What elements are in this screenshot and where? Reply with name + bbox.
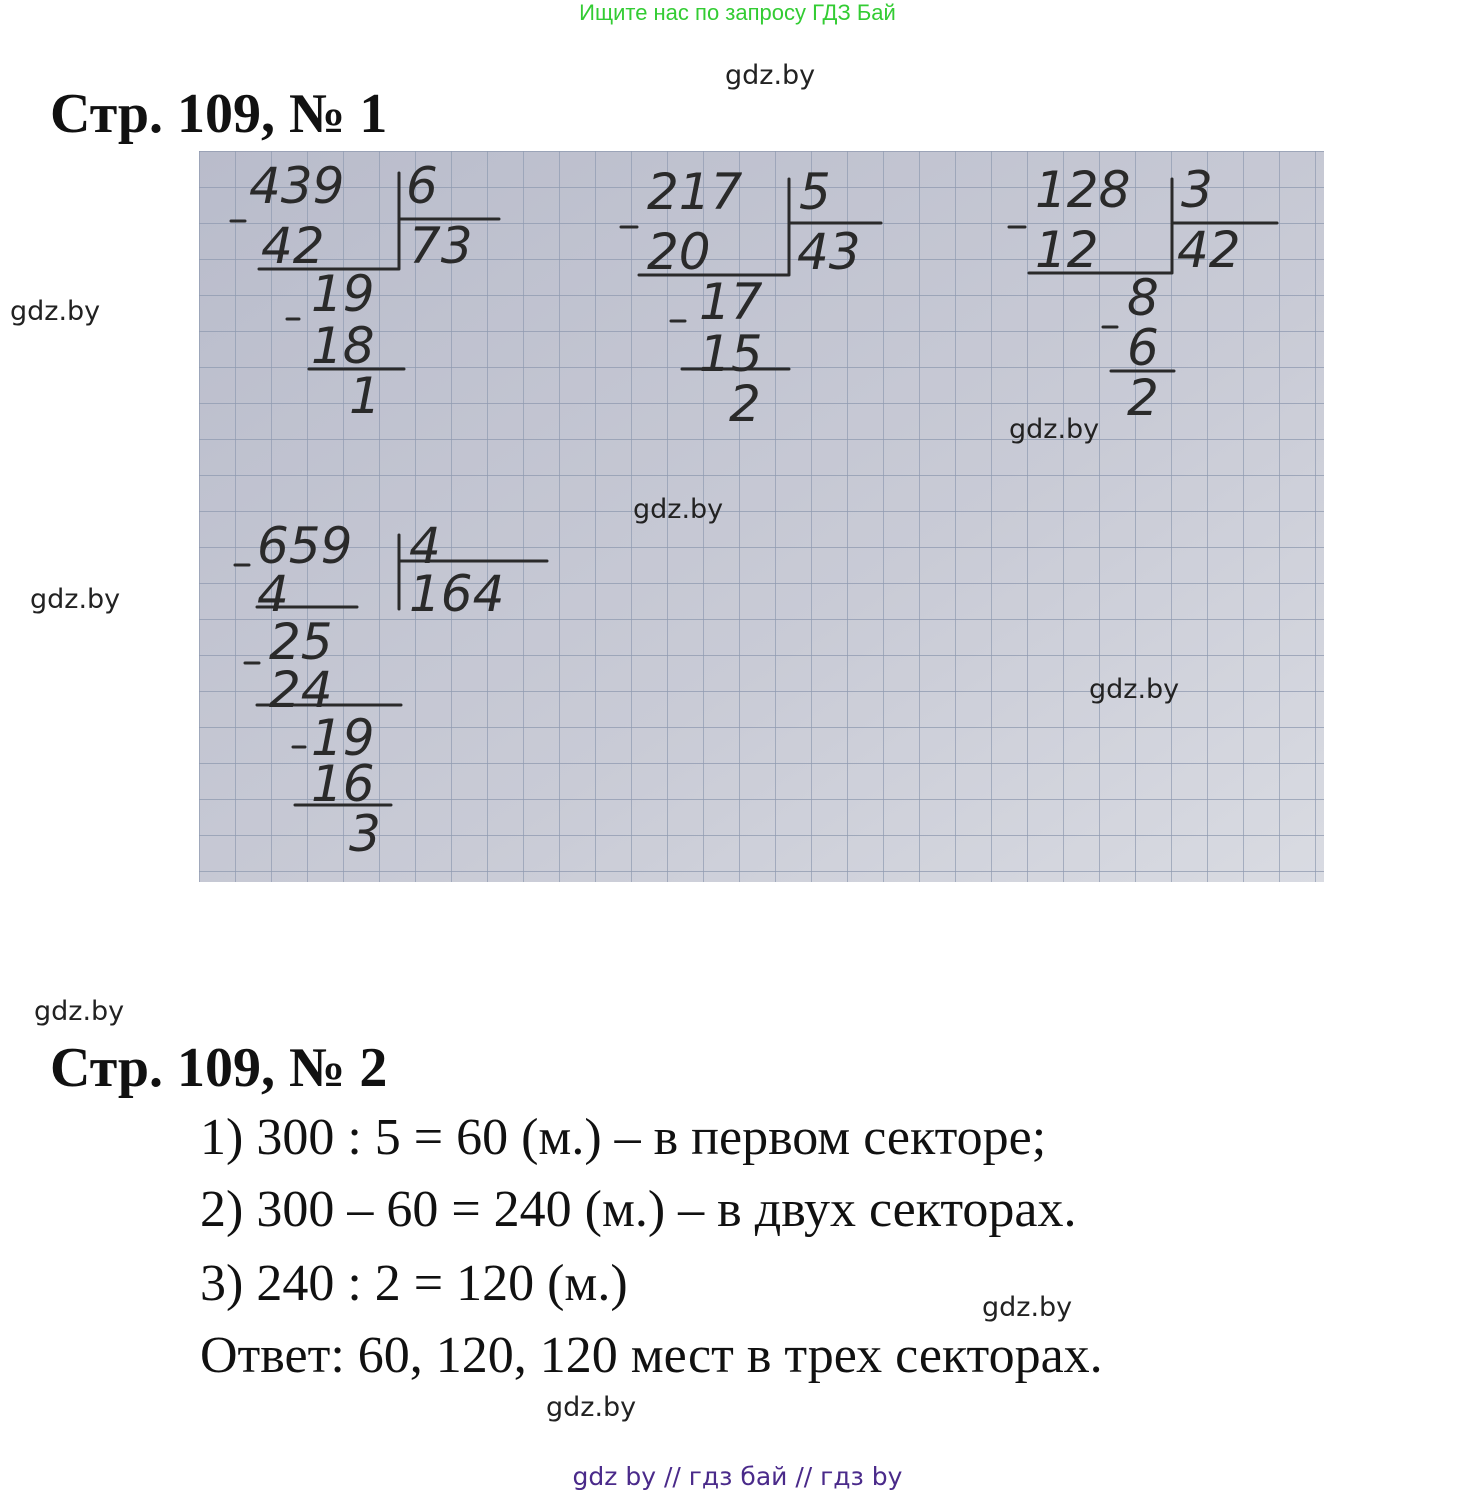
quotient: 43 [797, 223, 861, 281]
step: 19 [311, 709, 375, 767]
step: 25 [269, 613, 333, 671]
watermark: gdz.by [546, 1392, 637, 1423]
step: 2 [1127, 369, 1159, 427]
watermark: gdz.by [10, 296, 101, 327]
answer-line: Ответ: 60, 120, 120 мест в трех секторах. [200, 1327, 1103, 1384]
watermark: gdz.by [725, 60, 816, 91]
step: 4 [257, 565, 289, 623]
solution-line-1: 1) 300 : 5 = 60 (м.) – в первом секторе; [200, 1109, 1047, 1166]
step: 24 [269, 661, 333, 719]
step: 6 [1127, 319, 1159, 377]
notebook-photo [199, 151, 1324, 882]
step: 1 [349, 367, 381, 425]
step: 3 [349, 805, 381, 863]
step: 8 [1127, 269, 1159, 327]
watermark: gdz.by [1089, 674, 1180, 705]
divisor: 4 [409, 517, 441, 575]
step: 19 [311, 265, 375, 323]
watermark: gdz.by [34, 996, 125, 1027]
task2-heading: Стр. 109, № 2 [50, 1037, 388, 1099]
solution-line-2: 2) 300 – 60 = 240 (м.) – в двух секторах. [200, 1181, 1077, 1238]
footer-links: gdz by // гдз бай // гдз by [572, 1462, 903, 1491]
step: 20 [647, 223, 711, 281]
watermark: gdz.by [633, 494, 724, 525]
quotient: 42 [1177, 221, 1241, 279]
dividend: 439 [249, 157, 345, 215]
dividend: 217 [647, 163, 743, 221]
task1-heading: Стр. 109, № 1 [50, 83, 388, 145]
quotient: 73 [409, 217, 473, 275]
step: 17 [699, 273, 763, 331]
step: 15 [699, 325, 763, 383]
step: 12 [1035, 221, 1099, 279]
dividend: 659 [257, 517, 353, 575]
watermark: gdz.by [1009, 414, 1100, 445]
solution-line-3: 3) 240 : 2 = 120 (м.) [200, 1255, 628, 1312]
divisor: 3 [1181, 161, 1213, 219]
dividend: 128 [1035, 161, 1131, 219]
step: 16 [311, 755, 375, 813]
watermark: gdz.by [982, 1292, 1073, 1323]
watermark: gdz.by [30, 584, 121, 615]
promo-banner: Ищите нас по запросу ГДЗ Бай [579, 0, 896, 25]
divisor: 6 [406, 157, 438, 215]
quotient: 164 [409, 565, 505, 623]
step: 18 [311, 317, 375, 375]
step: 42 [261, 217, 325, 275]
step: 2 [729, 375, 761, 433]
divisor: 5 [799, 163, 831, 221]
